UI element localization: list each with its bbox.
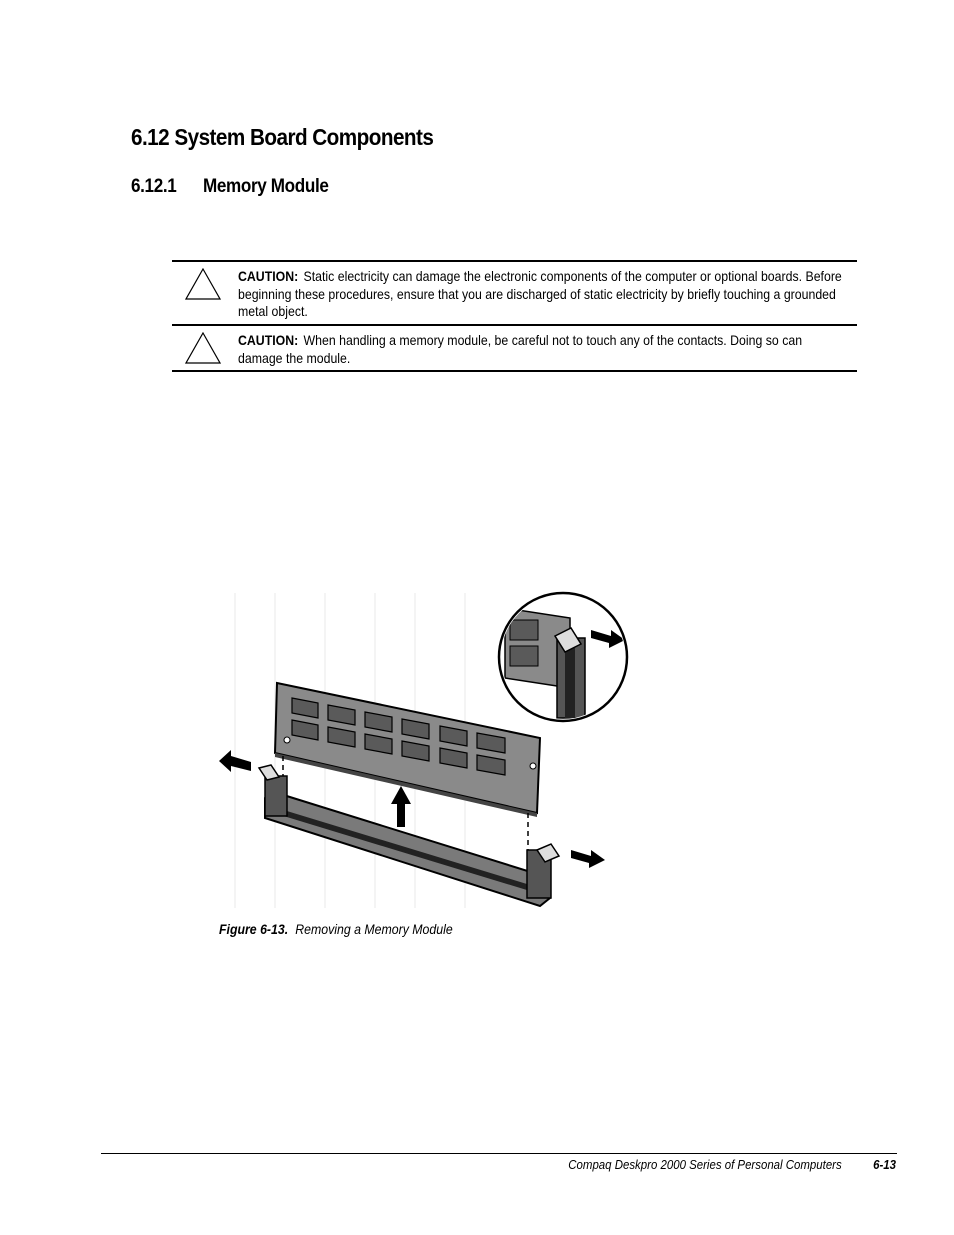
caution-label: CAUTION: <box>238 332 299 348</box>
caution-text <box>238 332 845 367</box>
footer-divider <box>101 1153 897 1154</box>
caution-table <box>172 260 857 372</box>
subsection-title: Memory Module <box>203 176 329 197</box>
footer-title: Compaq Deskpro 2000 Series of Personal Computers <box>568 1157 842 1172</box>
caution-row <box>172 260 857 324</box>
figure-number: Figure 6-13. <box>219 921 289 937</box>
subsection-number: 6.12.1 <box>131 176 177 197</box>
warning-triangle-icon <box>185 268 221 300</box>
figure-title: Removing a Memory Module <box>295 921 453 937</box>
caution-row <box>172 324 857 372</box>
warning-triangle-icon <box>185 332 221 364</box>
caution-label: CAUTION: <box>238 268 299 284</box>
page-number: 6-13 <box>873 1157 896 1172</box>
right-arrow-icon <box>571 850 605 868</box>
caution-body: When handling a memory module, be careful not to touch any of the contacts. Doing so can damage the module. <box>238 332 803 366</box>
section-heading: 6.12 System Board Components <box>131 124 434 150</box>
caution-text <box>238 268 845 321</box>
figure-caption <box>219 921 453 937</box>
memory-module-illustration <box>215 588 645 918</box>
latch-detail-inset <box>499 593 627 721</box>
up-arrow-icon <box>391 786 411 827</box>
memory-module <box>275 683 540 817</box>
caution-body: Static electricity can damage the electronic components of the computer or optional boards. Before beginning these procedures, ensure that you are discharged of static electricity by briefly touching a grounded metal object. <box>238 268 842 319</box>
subsection-heading <box>131 176 328 198</box>
